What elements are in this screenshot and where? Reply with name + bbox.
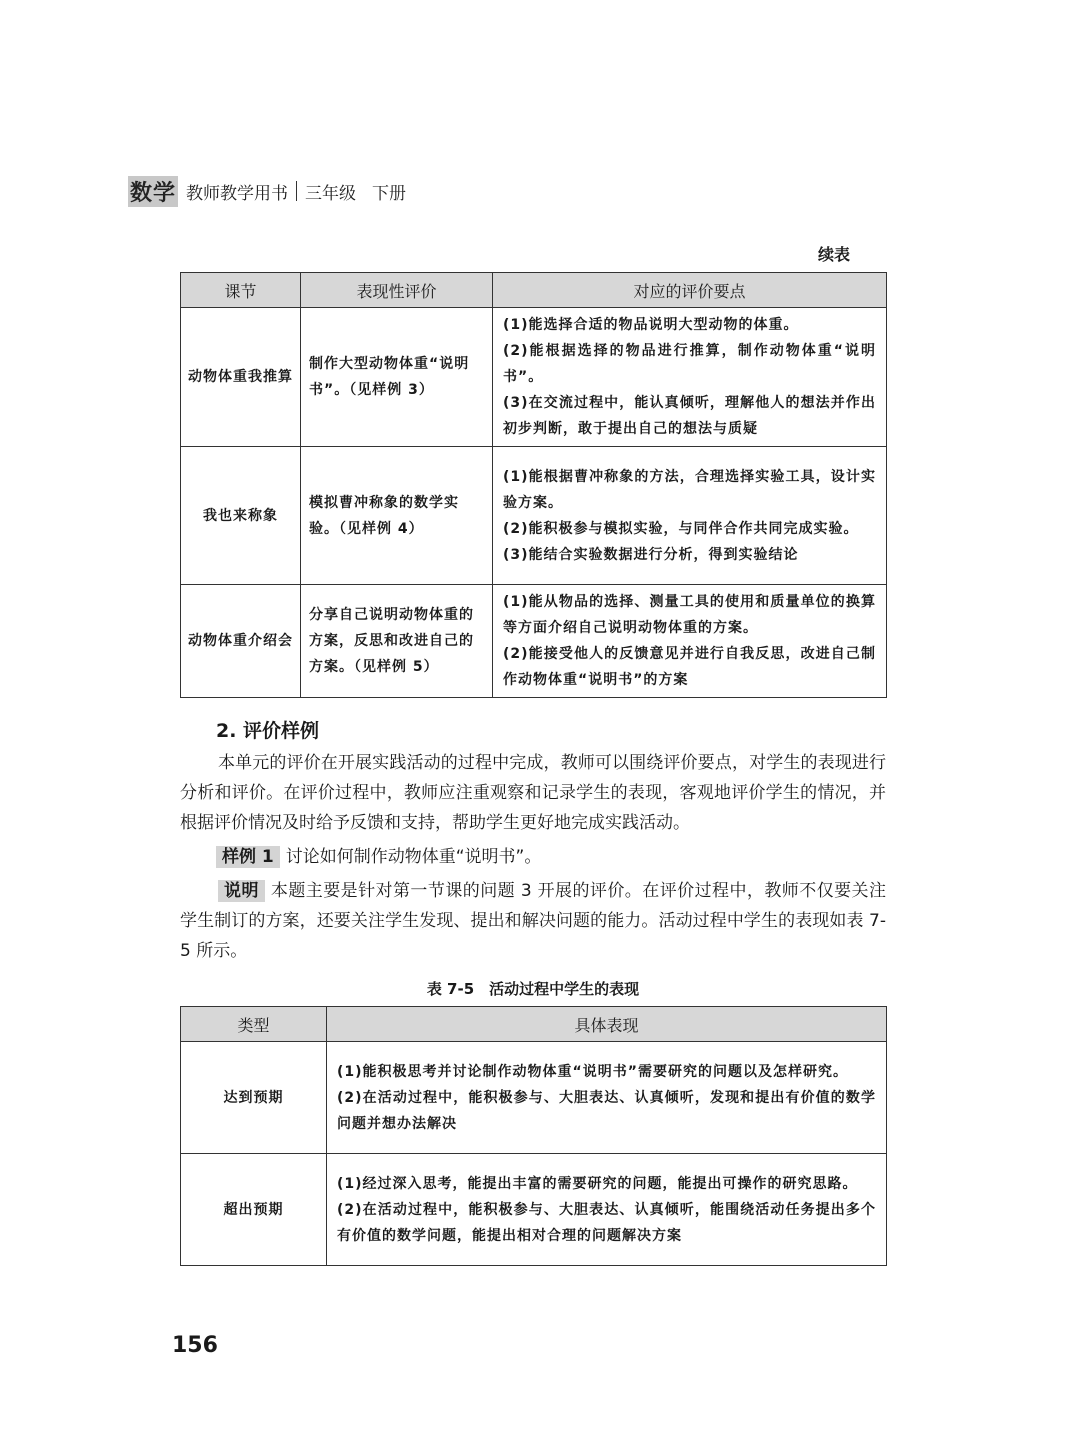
- points-cell: [493, 585, 887, 698]
- lesson-cell: 动物体重介绍会: [181, 585, 301, 698]
- note-paragraph: [180, 876, 886, 966]
- continued-label: 续表: [817, 245, 850, 264]
- book-title: 教师教学用书: [186, 183, 289, 204]
- point-item: (2)能根据选择的物品进行推算，制作动物体重“说明书”。: [503, 343, 876, 385]
- point-item: (1)经过深入思考，能提出丰富的需要研究的问题，能提出可操作的研究思路。: [337, 1175, 858, 1192]
- example-line: [216, 842, 541, 872]
- point-item: (1)能积极思考并讨论制作动物体重“说明书”需要研究的问题以及怎样研究。: [337, 1063, 848, 1080]
- volume-label: 下册: [372, 183, 407, 204]
- page-number: 156: [172, 1333, 218, 1358]
- table-caption: 表 7-5 活动过程中学生的表现: [426, 980, 640, 998]
- details-cell: [327, 1154, 887, 1266]
- details-cell: [327, 1042, 887, 1154]
- point-item: (1)能选择合适的物品说明大型动物的体重。: [503, 317, 799, 333]
- subject-logo: 数学: [128, 176, 180, 207]
- running-header: [128, 176, 406, 206]
- lesson-cell: 动物体重我推算: [181, 308, 301, 447]
- header-divider: [296, 181, 297, 201]
- point-item: (1)能根据曹冲称象的方法，合理选择实验工具，设计实验方案。: [503, 468, 876, 511]
- header-details: 具体表现: [327, 1007, 887, 1042]
- section-title: 2. 评价样例: [216, 720, 320, 742]
- point-item: (3)在交流过程中，能认真倾听，理解他人的想法并作出初步判断，敢于提出自己的想法与质疑: [503, 395, 876, 437]
- grade-label: 三年级: [305, 183, 357, 204]
- note-tag: 说明: [218, 880, 265, 902]
- points-cell: [493, 308, 887, 447]
- points-cell: [493, 447, 887, 585]
- header-type: 类型: [181, 1007, 327, 1042]
- table-row: [181, 585, 887, 698]
- type-cell: 超出预期: [181, 1154, 327, 1266]
- header-performance: 表现性评价: [301, 273, 493, 308]
- point-item: (1)能从物品的选择、测量工具的使用和质量单位的换算等方面介绍自己说明动物体重的方案。: [503, 594, 876, 636]
- header-lesson: 课节: [181, 273, 301, 308]
- table-header-row: [181, 1007, 887, 1042]
- table-row: [181, 447, 887, 585]
- header-points: 对应的评价要点: [493, 273, 887, 308]
- note-text: 本题主要是针对第一节课的问题 3 开展的评价。在评价过程中，教师不仅要关注学生制订的方案，还要关注学生发现、提出和解决问题的能力。活动过程中学生的表现如表 7-5 所示。: [180, 881, 887, 961]
- table-row: [181, 1154, 887, 1266]
- point-item: (3)能结合实验数据进行分析，得到实验结论: [503, 546, 799, 563]
- table-row: [181, 308, 887, 447]
- evaluation-table: [180, 272, 887, 698]
- example-text: 讨论如何制作动物体重“说明书”。: [285, 847, 542, 867]
- type-cell: 达到预期: [181, 1042, 327, 1154]
- performance-cell: 制作大型动物体重“说明书”。（见样例 3）: [301, 308, 493, 447]
- point-item: (2)能积极参与模拟实验，与同伴合作共同完成实验。: [503, 520, 859, 537]
- lesson-cell: 我也来称象: [181, 447, 301, 585]
- performance-cell: 分享自己说明动物体重的方案，反思和改进自己的方案。（见样例 5）: [301, 585, 493, 698]
- table-row: [181, 1042, 887, 1154]
- intro-paragraph: 本单元的评价在开展实践活动的过程中完成，教师可以围绕评价要点，对学生的表现进行分析和评价。在评价过程中，教师应注重观察和记录学生的表现，客观地评价学生的情况，并根据评价情况及时给予反馈和支持，帮助学生更好地完成实践活动。: [180, 753, 886, 833]
- example-tag: 样例 1: [216, 846, 280, 868]
- point-item: (2)能接受他人的反馈意见并进行自我反思，改进自己制作动物体重“说明书”的方案: [503, 646, 876, 688]
- student-performance-table: [180, 1006, 887, 1266]
- point-item: (2)在活动过程中，能积极参与、大胆表达、认真倾听，能围绕活动任务提出多个有价值的数学问题，能提出相对合理的问题解决方案: [337, 1201, 876, 1244]
- performance-cell: 模拟曹冲称象的数学实验。（见样例 4）: [301, 447, 493, 585]
- point-item: (2)在活动过程中，能积极参与、大胆表达、认真倾听，发现和提出有价值的数学问题并想办法解决: [337, 1089, 876, 1132]
- table-header-row: [181, 273, 887, 308]
